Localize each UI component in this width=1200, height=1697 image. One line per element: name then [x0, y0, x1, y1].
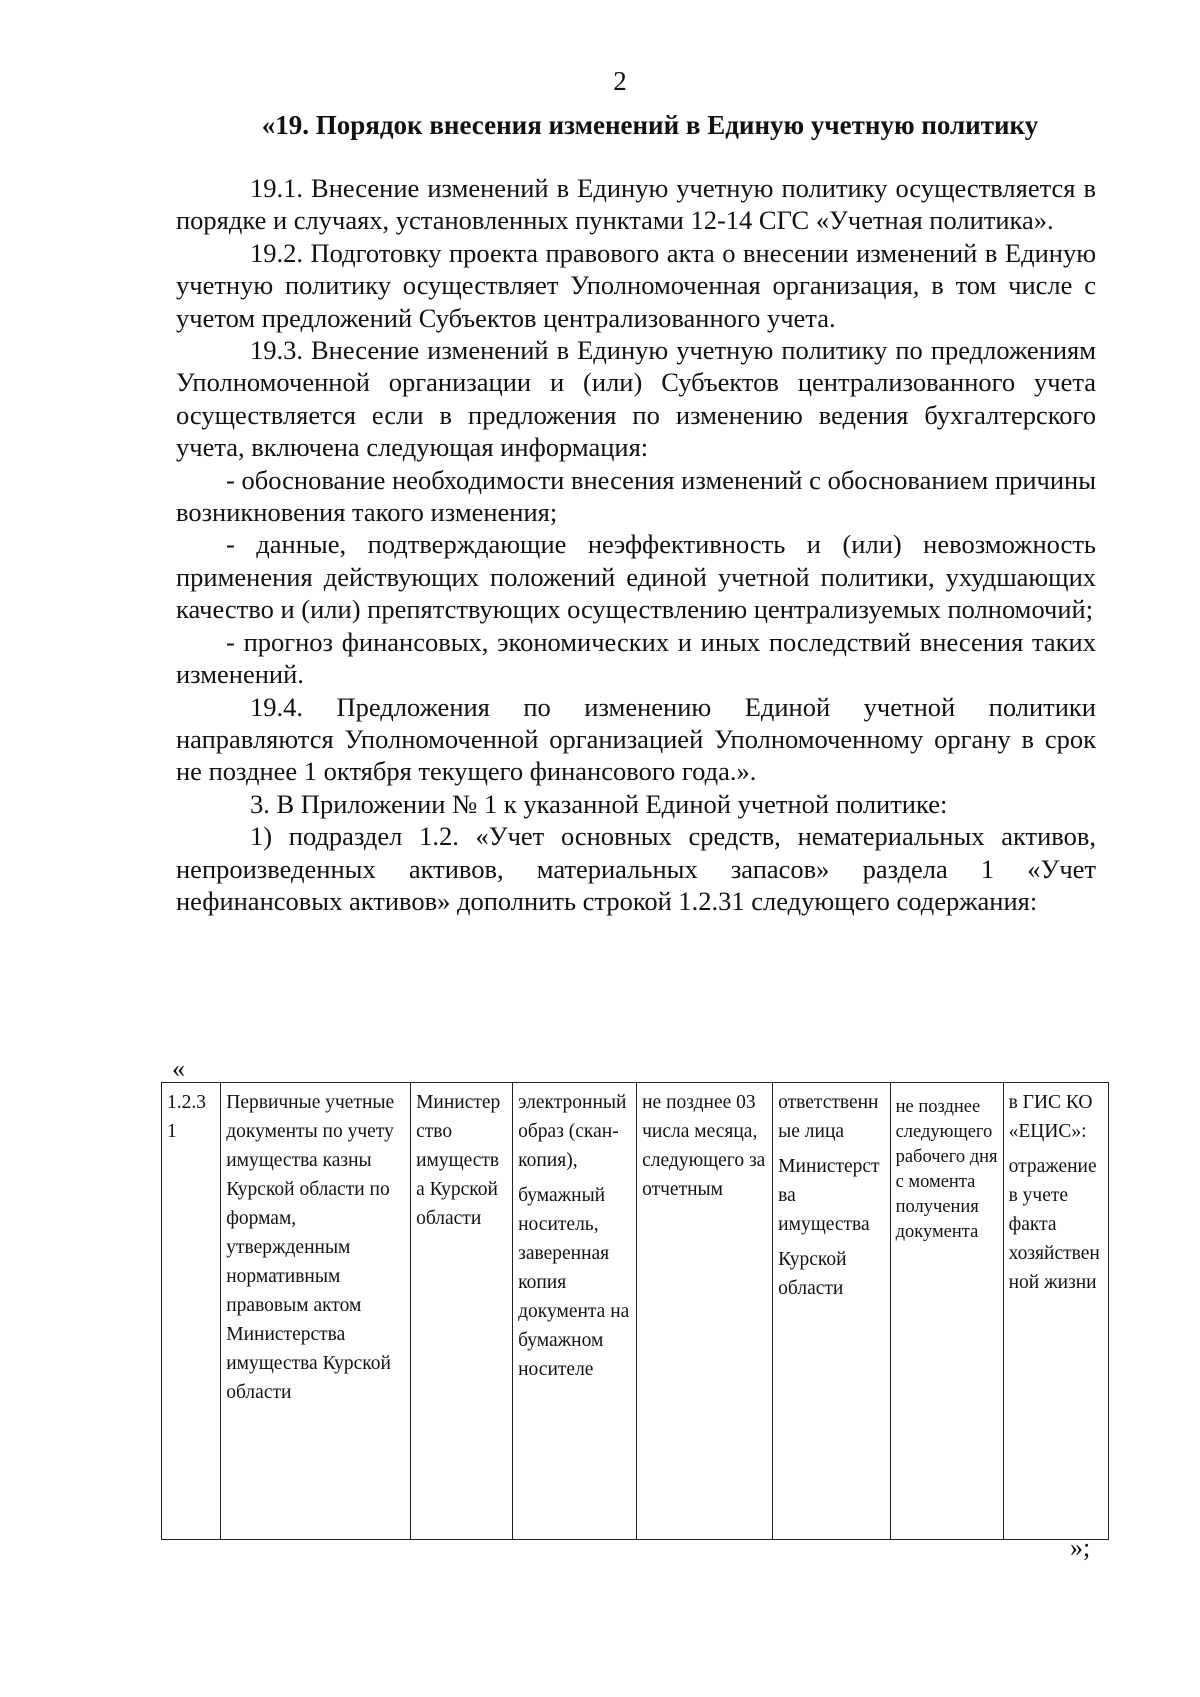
- form-paper: бумажный носитель, заверенная копия документа на бумажном носителе: [518, 1185, 630, 1380]
- paragraph-subsection-1: 1) подраздел 1.2. «Учет основных средств, нематериальных активов, непроизведенных активов, материальных запасов» раздела 1 «Учет нефинансовых активов» дополнить строкой 1.2.31 следующего содержания:: [176, 821, 1096, 916]
- document-cell: Первичные учетные документы по учету имущества казны Курской области по формам, утвержденным нормативным правовым актом Министерства имущества Курской области: [221, 1083, 411, 1540]
- responsible-cell: [773, 1083, 890, 1540]
- paragraph-19-3: 19.3. Внесение изменений в Единую учетную политику по предложениям Уполномоченной организации и (или) Субъектов централизованного учета осуществляется если в предложения по изменению ведения бухгалтерского учета, включена следующая информация:: [176, 335, 1096, 463]
- list-item-justification: - обоснование необходимости внесения изменений с обоснованием причины возникновения такого изменения;: [176, 464, 1096, 528]
- page-number: 2: [613, 66, 627, 96]
- list-item-forecast: - прогноз финансовых, экономических и иных последствий внесения таких изменений.: [176, 626, 1096, 690]
- paragraph-19-4: 19.4. Предложения по изменению Единой учетной политики направляются Уполномоченной организацией Уполномоченному органу в срок не позднее 1 октября текущего финансового года.».: [176, 691, 1096, 787]
- paragraph-19-1: 19.1. Внесение изменений в Единую учетную политику осуществляется в порядке и случаях, установленных пунктами 12-14 СГС «Учетная политика».: [176, 173, 1096, 236]
- annex-table: [161, 1082, 1109, 1540]
- recipient-cell: [1003, 1083, 1108, 1540]
- open-quote: «: [172, 1054, 185, 1083]
- close-quote: »;: [1070, 1533, 1091, 1562]
- responsible-persons: ответственные лица: [778, 1092, 879, 1142]
- body-text: [176, 172, 1096, 917]
- transfer-deadline-cell: не позднее следующего рабочего дня с момента получения документа: [890, 1083, 1003, 1540]
- recipient-action: отражение в учете факта хозяйственной жизни: [1008, 1156, 1100, 1293]
- table-row: [162, 1083, 1109, 1540]
- paragraph-19-2: 19.2. Подготовку проекта правового акта о внесении изменений в Единую учетную политику осуществляет Уполномоченная организация, в том числе с учетом предложений Субъектов централизованного учета.: [176, 237, 1096, 333]
- signing-deadline-cell: не позднее 03 числа месяца, следующего за отчетным: [637, 1083, 773, 1540]
- annex-table-wrapper: [161, 1082, 1109, 1540]
- row-number-cell: 1.2.31: [162, 1083, 221, 1540]
- creator-cell: Министерство имущества Курской области: [411, 1083, 513, 1540]
- recipient-system: в ГИС КО «ЕЦИС»:: [1008, 1092, 1093, 1142]
- paragraph-annex-intro: 3. В Приложении № 1 к указанной Единой учетной политике:: [250, 788, 948, 819]
- responsible-region: Курской области: [778, 1249, 847, 1299]
- list-item-ineffectiveness: - данные, подтверждающие неэффективность и (или) невозможность применения действующих положений единой учетной политики, ухудшающих качество и (или) препятствующих осуществлению централизуемых полномочий;: [176, 529, 1096, 625]
- form-electronic: электронный образ (скан-копия),: [518, 1092, 627, 1171]
- section-heading: «19. Порядок внесения изменений в Единую учетную политику: [261, 110, 1039, 140]
- responsible-ministry: Министерства имущества: [778, 1156, 880, 1235]
- form-cell: [513, 1083, 637, 1540]
